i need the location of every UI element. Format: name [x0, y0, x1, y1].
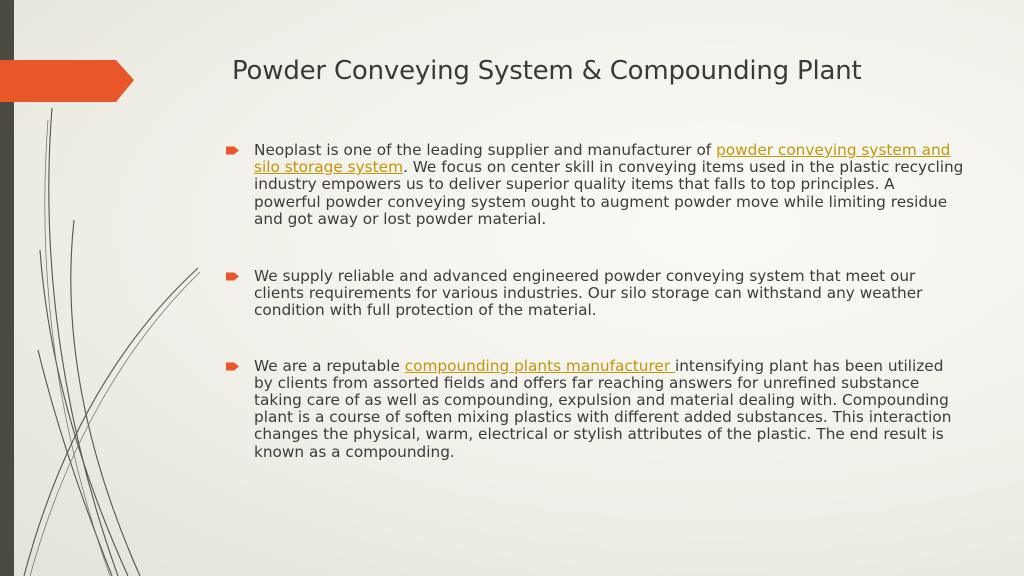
bullet-text: Neoplast is one of the leading supplier and manufacturer of [254, 141, 717, 159]
bullet-item [226, 268, 966, 320]
bullet-arrow-icon [226, 271, 240, 282]
powder-conveying-link[interactable]: powder conveying system and silo storage system [254, 141, 951, 177]
bullet-text: intensifying plant has been utilized by clients from assorted fields and offers far reaching answers for unrefined substance taking care of as well as compounding, expulsion and material dealing with. Compounding plant is a course of soften mixing plastics with different added substances. This interaction changes the physical, warm, electrical or stylish attributes of the plastic. The end result is known as a compounding. [254, 356, 952, 461]
bullet-item [226, 142, 966, 228]
bullet-item [226, 358, 966, 461]
bullet-text: We supply reliable and advanced engineered powder conveying system that meet our clients requirements for various industries. Our silo storage can withstand any weather condition with full protection of the material. [254, 267, 923, 320]
bullet-list [226, 142, 966, 461]
title-accent-tab [0, 0, 140, 110]
bullet-text: . We focus on center skill in conveying items used in the plastic recycling industry empowers us to deliver superior quality items that falls to top principles. A powerful powder conveying system ought to augment powder move while limiting residue and got away or lost powder material. [254, 158, 964, 228]
bullet-arrow-icon [226, 145, 240, 156]
compounding-plants-link[interactable]: compounding plants manufacturer [404, 356, 675, 375]
bullet-text: We are a reputable [254, 356, 405, 375]
slide-title: Powder Conveying System & Compounding Plant [232, 56, 862, 86]
bullet-arrow-icon [226, 361, 240, 372]
